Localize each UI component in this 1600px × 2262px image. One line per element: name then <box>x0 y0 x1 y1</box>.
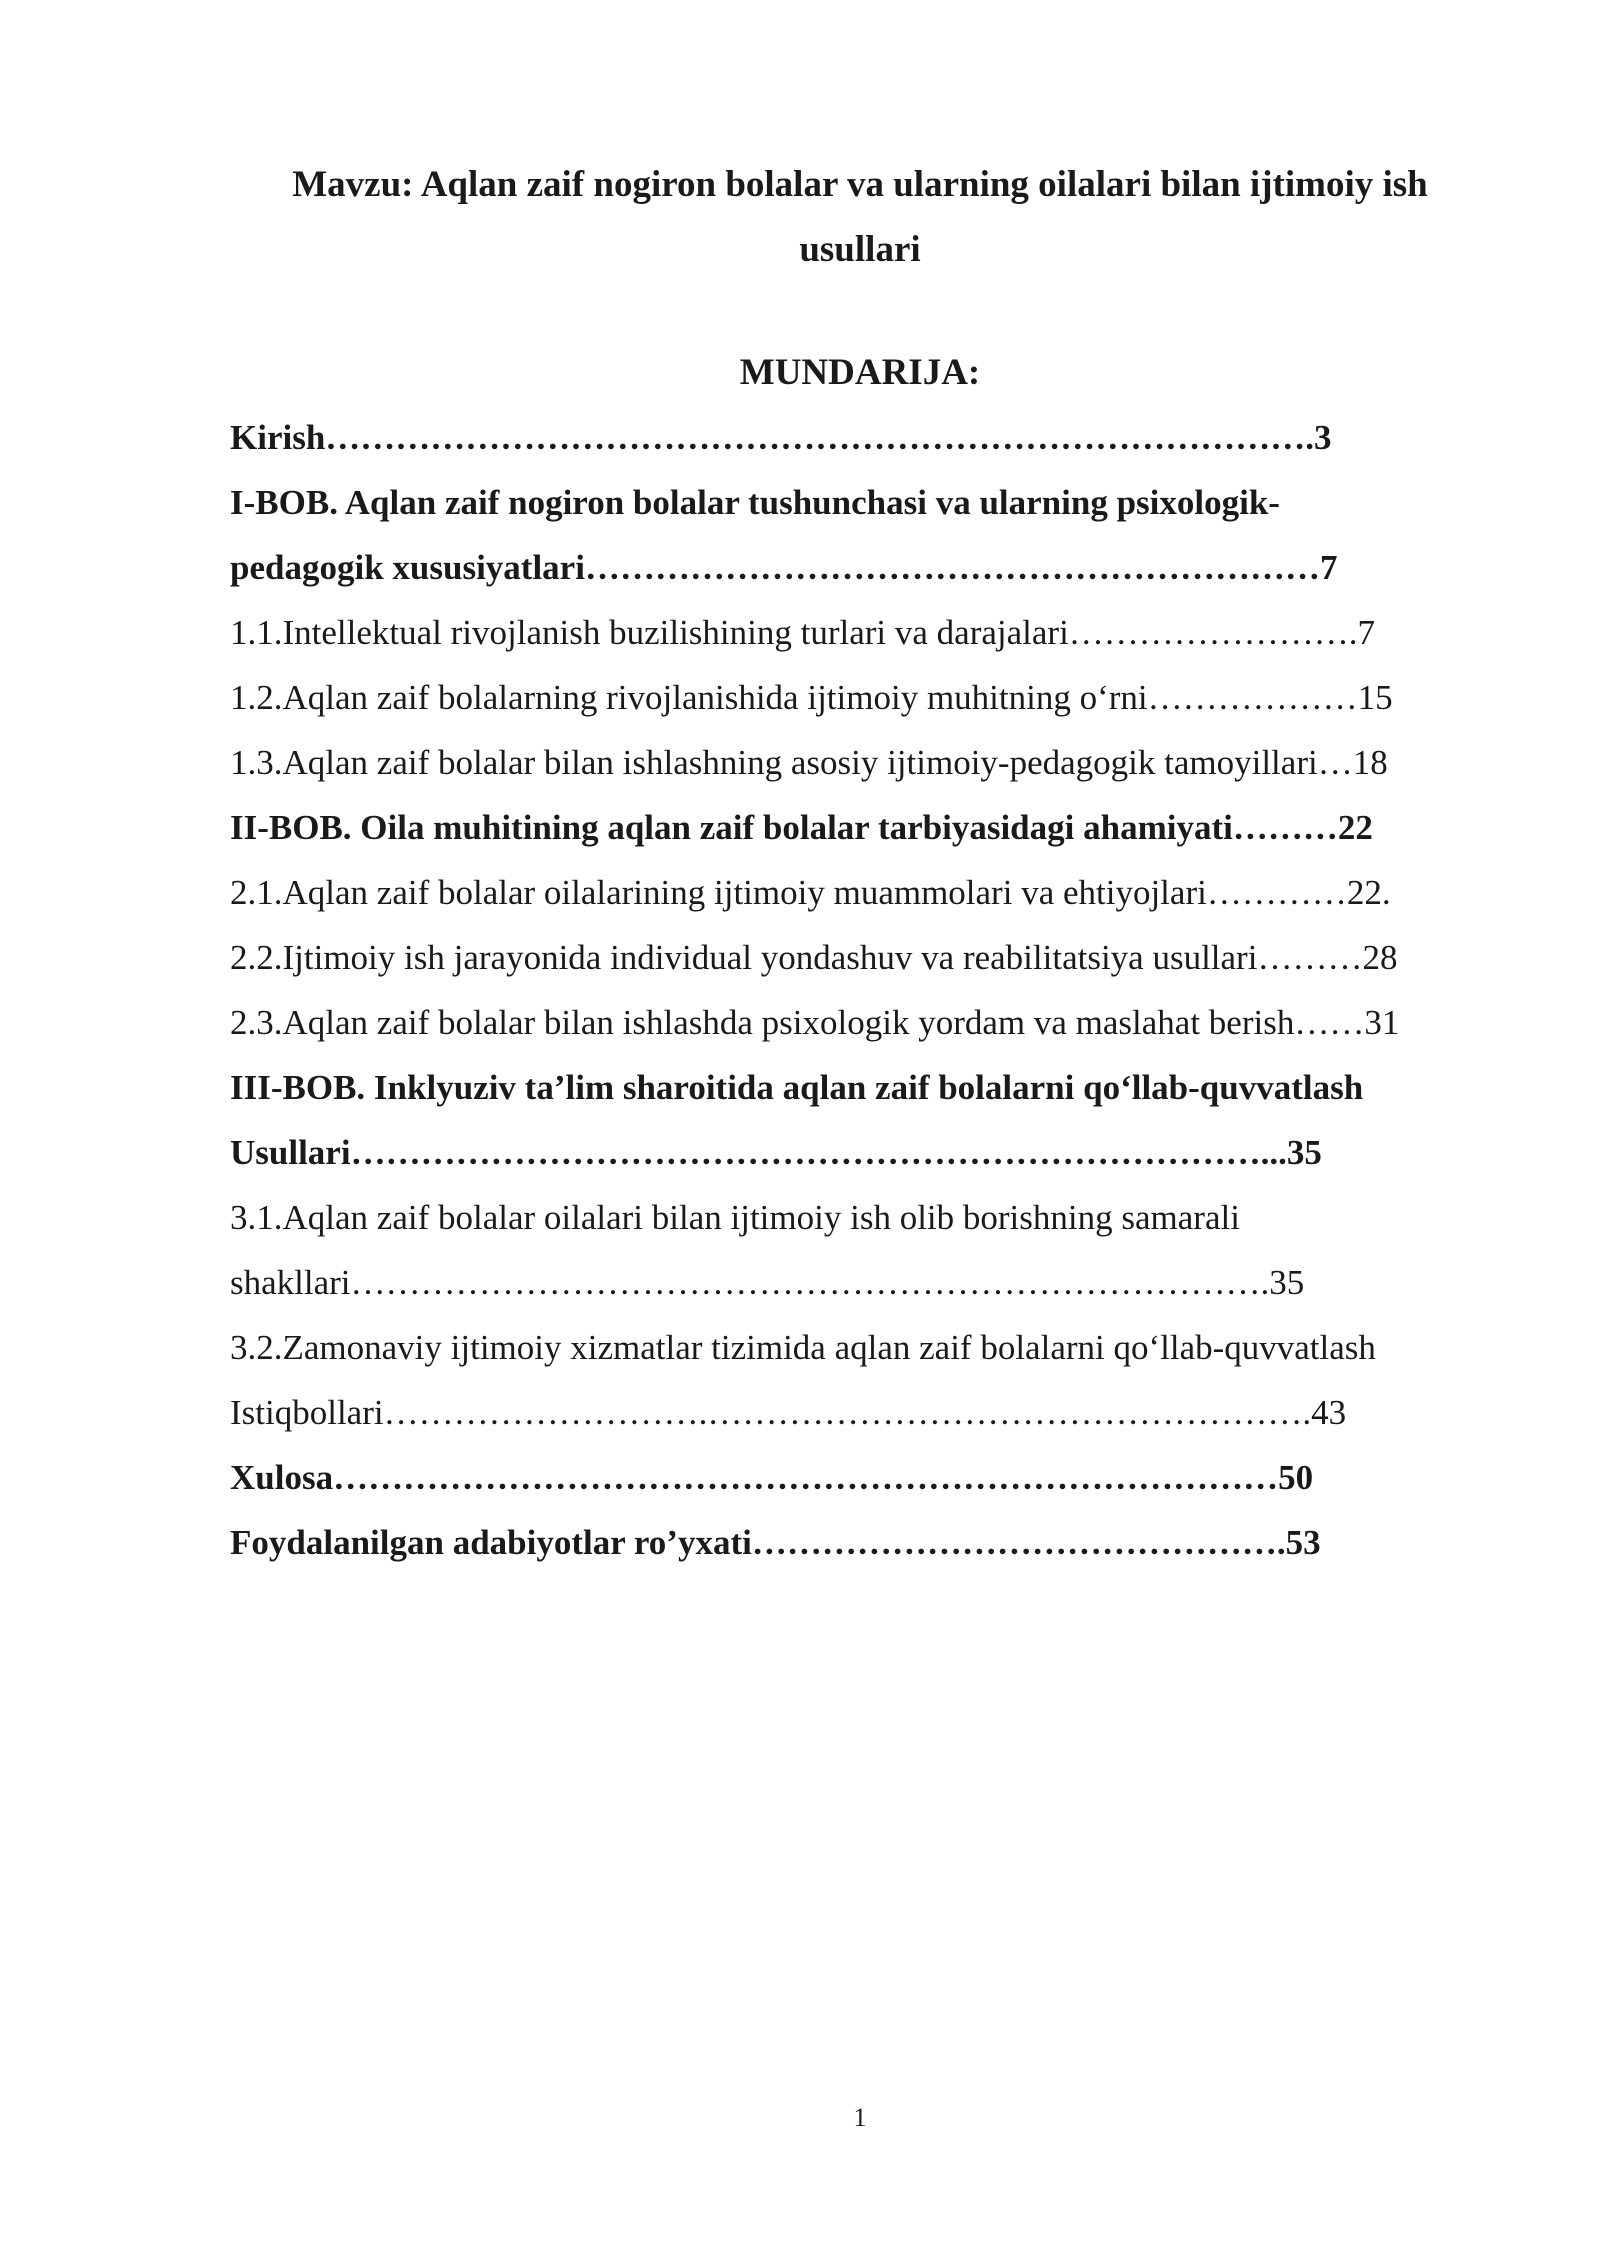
contents-heading: MUNDARIJA: <box>739 352 981 393</box>
toc-entry-section-2-2: 2.2.Ijtimoiy ish jarayonida individual yondashuv va reabilitatsiya usullari………28 <box>230 938 1398 977</box>
document-title <box>230 152 1490 282</box>
toc-entry-section-2-1: 2.1.Aqlan zaif bolalar oilalarining ijtimoiy muammolari va ehtiyojlari…………22. <box>230 873 1391 912</box>
toc-entry-section-3-2-cont: Istiqbollari……………………….…………………………………………….43 <box>230 1393 1347 1432</box>
toc-entry-references: Foydalanilgan adabiyotlar ro’yxati……………………………………….53 <box>230 1523 1321 1562</box>
toc-entry-conclusion: Xulosa………………………………………………………………………50 <box>230 1458 1314 1497</box>
title-line-1: Mavzu: Aqlan zaif nogiron bolalar va ularning oilalari bilan ijtimoiy ish <box>292 164 1428 205</box>
title-line-2: usullari <box>799 229 921 270</box>
toc-entry-section-3-2: 3.2.Zamonaviy ijtimoiy xizmatlar tizimida aqlan zaif bolalarni qoʻllab-quvvatlash <box>230 1328 1376 1367</box>
toc-entry-section-3-1: 3.1.Aqlan zaif bolalar oilalari bilan ijtimoiy ish olib borishning samarali <box>230 1198 1240 1237</box>
toc-entry-section-2-3: 2.3.Aqlan zaif bolalar bilan ishlashda psixologik yordam va maslahat berish……31 <box>230 1003 1400 1042</box>
table-of-contents <box>230 405 1530 1575</box>
toc-entry-chapter-3-cont: Usullari……………………………………………………………………...35 <box>230 1133 1322 1172</box>
toc-entry-introduction: Kirish………………………………………………………………………….3 <box>230 418 1332 457</box>
toc-entry-section-3-1-cont: shakllari…………………………………………………………………….35 <box>230 1263 1305 1302</box>
toc-entry-section-1-1: 1.1.Intellektual rivojlanish buzilishining turlari va darajalari…………………….7 <box>230 613 1376 652</box>
toc-entry-chapter-2: II-BOB. Oila muhitining aqlan zaif bolalar tarbiyasidagi ahamiyati………22 <box>230 808 1373 847</box>
toc-entry-section-1-3: 1.3.Aqlan zaif bolalar bilan ishlashning asosiy ijtimoiy-pedagogik tamoyillari…18 <box>230 743 1388 782</box>
toc-entry-chapter-1-cont: pedagogik xususiyatlari………………………………………………………7 <box>230 548 1338 587</box>
toc-entry-chapter-3: III-BOB. Inklyuziv ta’lim sharoitida aqlan zaif bolalarni qoʻllab-quvvatlash <box>230 1068 1364 1107</box>
page-number: 1 <box>853 2103 867 2132</box>
toc-entry-section-1-2: 1.2.Aqlan zaif bolalarning rivojlanishida ijtimoiy muhitning oʻrni………………15 <box>230 678 1393 717</box>
toc-entry-chapter-1: I-BOB. Aqlan zaif nogiron bolalar tushunchasi va ularning psixologik- <box>230 483 1280 522</box>
